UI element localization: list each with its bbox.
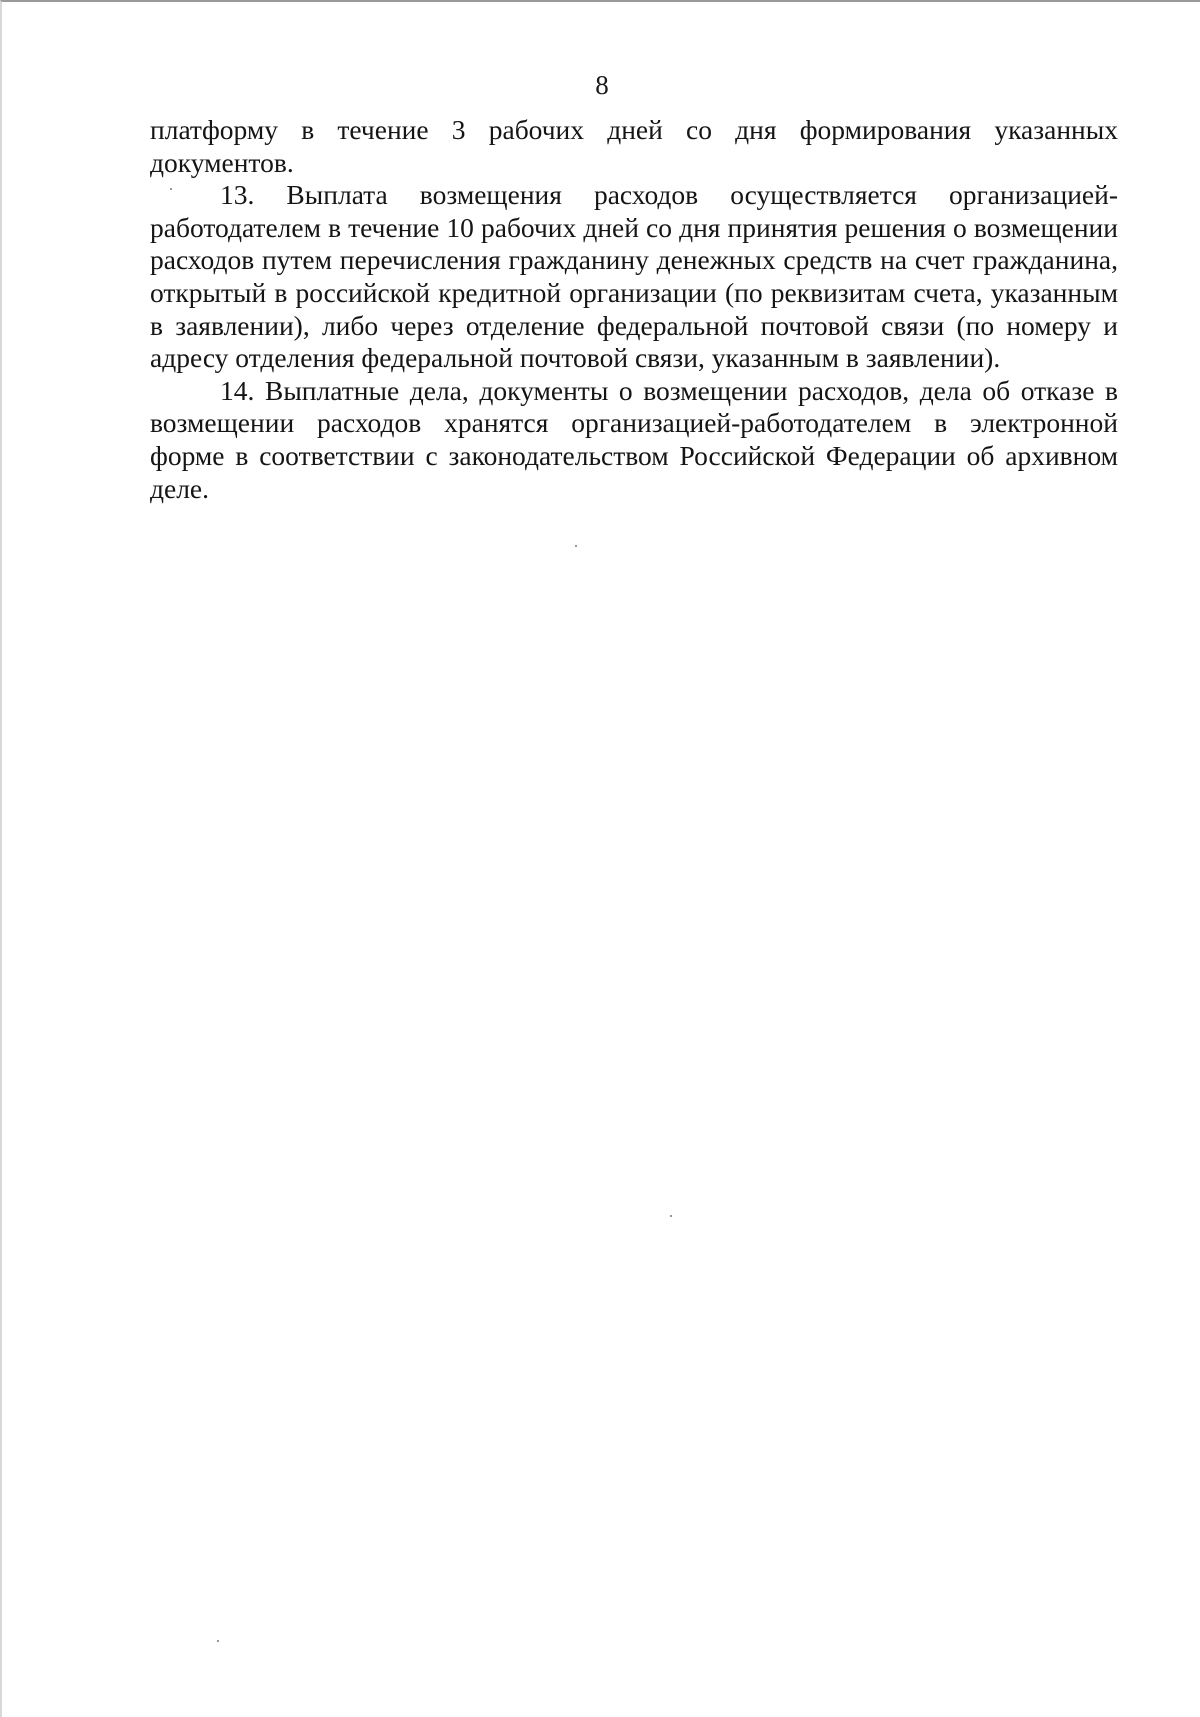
paragraph-13: 13. Выплата возмещения расходов осуществляется организацией-работодателем в течение 10 рабочих дней со дня принятия решения о возмещении расходов путем перечисления гражданину денежных средств на счет гражданина, открытый в российской кредитной организации (по реквизитам счета, указанным в заявлении), либо через отделение федеральной почтовой связи (по номеру и адресу отделения федеральной почтовой связи, указанным в заявлении). — [150, 179, 1118, 374]
document-body — [150, 114, 1118, 505]
scan-speck — [670, 1215, 672, 1217]
paragraph-continuation: платформу в течение 3 рабочих дней со дня формирования указанных документов. — [150, 114, 1118, 178]
scan-speck — [575, 545, 577, 547]
scan-speck — [217, 1640, 219, 1642]
paragraph-14: 14. Выплатные дела, документы о возмещении расходов, дела об отказе в возмещении расходов хранятся организацией-работодателем в электронной форме в соответствии с законодательством Российской Федерации об архивном деле. — [150, 374, 1118, 504]
scan-speck — [170, 188, 172, 190]
page-number: 8 — [595, 70, 609, 100]
